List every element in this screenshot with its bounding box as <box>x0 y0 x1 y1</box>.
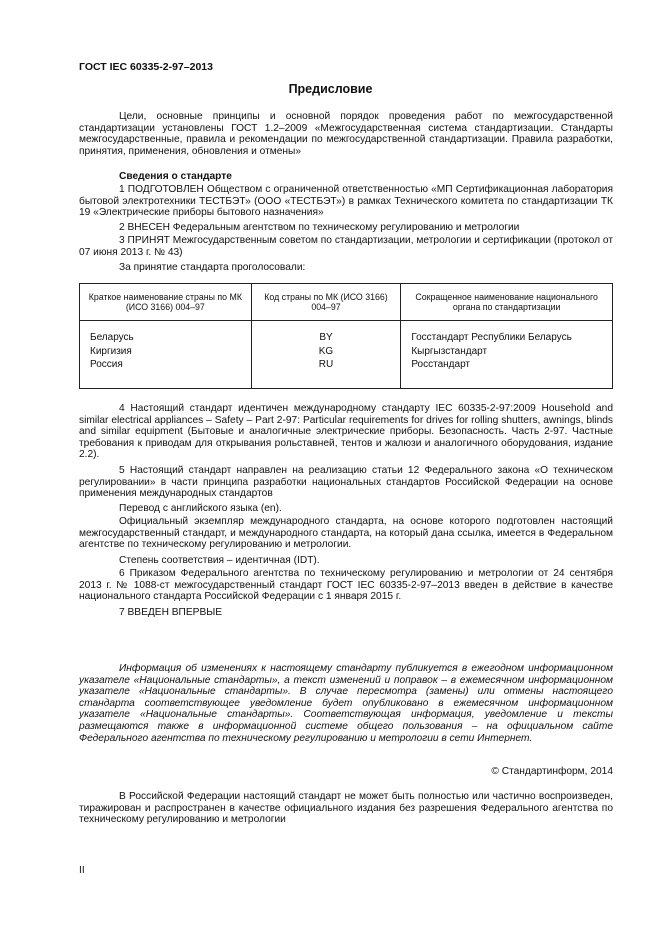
vote-table-header <box>80 284 613 321</box>
official-copy-note: Официальный экземпляр международного стандарта, на основе которого подготовлен настоящий межгосударственный стандарт, и международного стандарта, на который дана ссылка, имеется в Федеральном агентстве по техническому регулированию и метрологии. <box>79 516 613 551</box>
table-row <box>80 321 613 345</box>
country-code: KG <box>251 345 401 359</box>
item-2-submitted: 2 ВНЕСЕН Федеральным агентством по техническому регулированию и метрологии <box>119 222 520 233</box>
item-3-adopted: 3 ПРИНЯТ Межгосударственным советом по стандартизации, метрологии и сертификации (протокол от 07 июня 2013 г. № 43) <box>79 235 613 258</box>
country-name: Россия <box>80 358 252 388</box>
item-1-prepared: 1 ПОДГОТОВЛЕН Обществом с ограниченной ответственностью «МП Сертификационная лаборатория бытовой электротехники ТЕСТБЭТ» (ООО «ТЕСТБЭТ») в рамках Технического комитета по стандартизации ТК 19 «Электрические приборы бытового назначения» <box>79 184 613 219</box>
change-info-notice: Информация об изменениях к настоящему стандарту публикуется в ежегодном информационном указателе «Национальные стандарты», а текст изменений и поправок – в ежемесячном информационном указателе «Национальные стандарты». В случае пересмотра (замены) или отмены настоящего стандарта соответствующее уведомление будет опубликовано в ежемесячном информационном указателе «Национальные стандарты». Соответствующая информация, уведомление и тексты размещаются также в информационной системе общего пользования – на официальном сайте Федерального агентства по техническому регулированию и метрологии в сети Интернет. <box>79 663 613 744</box>
country-name: Беларусь <box>80 321 252 345</box>
country-name: Киргизия <box>80 345 252 359</box>
header-national-body: Сокращенное наименование национального органа по стандартизации <box>401 284 613 321</box>
table-row <box>80 345 613 359</box>
national-body: Росстандарт <box>401 358 613 388</box>
compliance-note: Степень соответствия – идентичная (IDT). <box>119 555 320 566</box>
copyright-line: © Стандартинформ, 2014 <box>491 766 613 777</box>
document-code-header: ГОСТ IEC 60335-2-97–2013 <box>79 61 213 73</box>
page-number: II <box>79 865 85 876</box>
country-code: BY <box>251 321 401 345</box>
item-4-identical: 4 Настоящий стандарт идентичен международному стандарту IEC 60335-2-97:2009 Household and similar electrical appliances – Safety – Part 2-97: Particular requirements for drives for rolling shutters, awnings, blinds and similar equipment (Бытовые и аналогичные электрические приборы. Безопасность. Часть 2-97. Частные требования к приводам для открывания рольставней, тентов и жалюзи и аналогичного оборудования, издание 2.2). <box>79 403 613 461</box>
country-code: RU <box>251 358 401 388</box>
item-5-purpose: 5 Настоящий стандарт направлен на реализацию статьи 12 Федерального закона «О техническом регулировании» в части принципа разработки национальных стандартов Российской Федерации на основе применения международных стандартов <box>79 465 613 500</box>
table-row <box>80 358 613 388</box>
national-body: Кыргызстандарт <box>401 345 613 359</box>
intro-paragraph: Цели, основные принципы и основной порядок проведения работ по межгосударственной стандартизации установлены ГОСТ 1.2–2009 «Межгосударственная система стандартизации. Стандарты межгосударственные, правила и рекомендации по межгосударственной стандартизации. Правила разработки, принятия, применения, обновления и отмены» <box>79 111 613 157</box>
vote-intro: За принятие стандарта проголосовали: <box>119 262 306 273</box>
national-body: Госстандарт Республики Беларусь <box>401 321 613 345</box>
header-country-code: Код страны по МК (ИСО 3166) 004–97 <box>251 284 401 321</box>
translation-note: Перевод с английского языка (en). <box>119 503 282 514</box>
item-7-introduced: 7 ВВЕДЕН ВПЕРВЫЕ <box>119 607 223 618</box>
page-title: Предисловие <box>288 82 373 96</box>
header-country-name: Краткое наименование страны по МК (ИСО 3166) 004–97 <box>80 284 252 321</box>
item-6-order: 6 Приказом Федерального агентства по техническому регулированию и метрологии от 24 сентября 2013 г. № 1088-ст межгосударственный стандарт ГОСТ IEC 60335-2-97–2013 введен в действие в качестве национального стандарта Российской Федерации с 1 января 2015 г. <box>79 568 613 603</box>
info-heading: Сведения о стандарте <box>119 171 232 182</box>
reproduction-notice: В Российской Федерации настоящий стандарт не может быть полностью или частично воспроизведен, тиражирован и распространен в качестве официального издания без разрешения Федерального агентства по техническому регулированию и метрологии <box>79 791 613 826</box>
vote-table <box>79 283 613 389</box>
